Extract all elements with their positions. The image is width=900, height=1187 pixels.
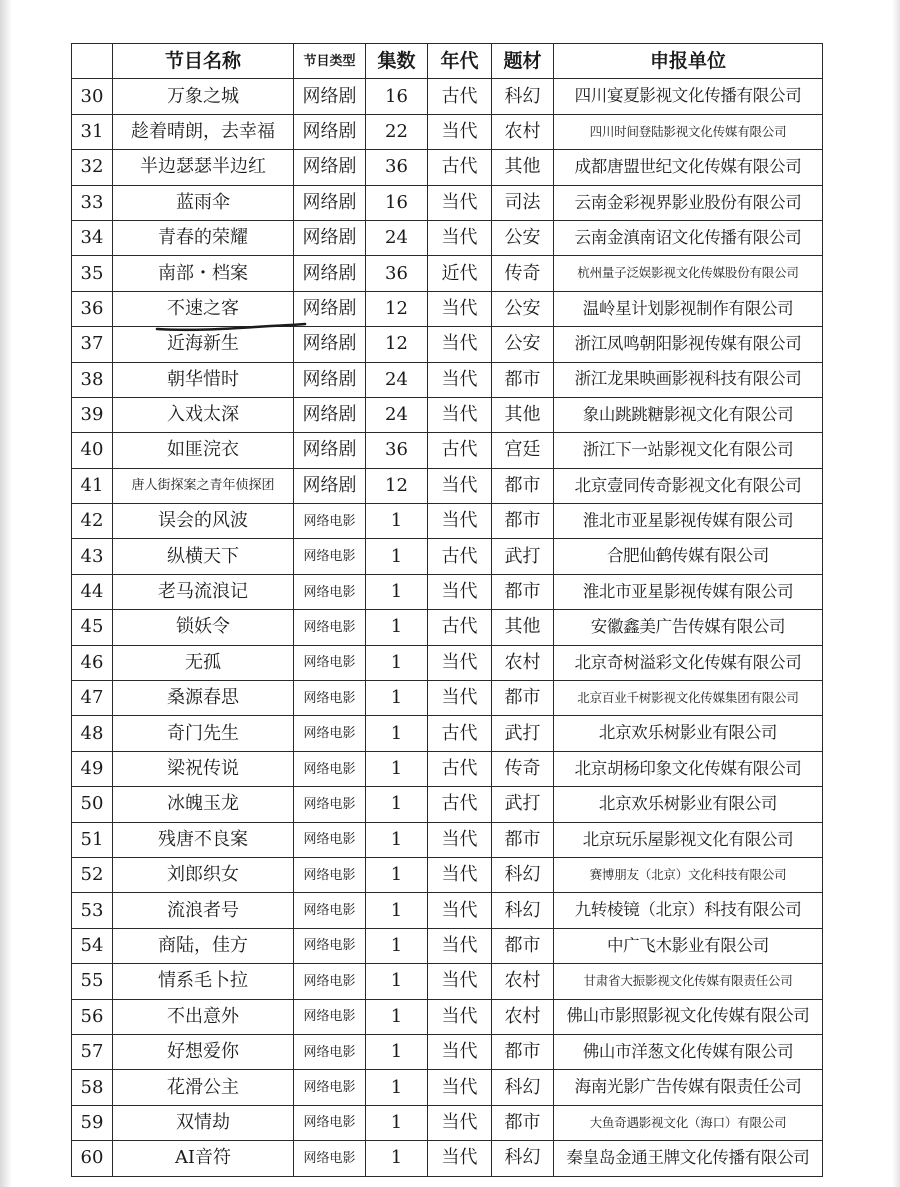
cell-theme: 传奇 — [492, 256, 554, 291]
cell-era: 当代 — [428, 1070, 492, 1105]
cell-company: 象山跳跳糖影视文化有限公司 — [554, 397, 823, 432]
cell-company: 北京壹同传奇影视文化有限公司 — [554, 468, 823, 503]
cell-type: 网络电影 — [294, 893, 366, 928]
cell-episodes: 12 — [366, 468, 428, 503]
cell-company: 四川时间登陆影视文化传媒有限公司 — [554, 114, 823, 149]
table-row — [72, 610, 823, 645]
cell-episodes: 1 — [366, 574, 428, 609]
table-row — [72, 822, 823, 857]
cell-theme: 其他 — [492, 610, 554, 645]
cell-theme: 农村 — [492, 114, 554, 149]
cell-no: 46 — [72, 645, 113, 680]
cell-no: 55 — [72, 964, 113, 999]
cell-company: 北京胡杨印象文化传媒有限公司 — [554, 751, 823, 786]
cell-era: 当代 — [428, 574, 492, 609]
cell-episodes: 1 — [366, 1105, 428, 1140]
cell-episodes: 1 — [366, 1070, 428, 1105]
cell-type: 网络电影 — [294, 539, 366, 574]
cell-company: 北京欢乐树影业有限公司 — [554, 716, 823, 751]
cell-type: 网络电影 — [294, 716, 366, 751]
cell-era: 古代 — [428, 751, 492, 786]
cell-episodes: 36 — [366, 150, 428, 185]
cell-no: 54 — [72, 928, 113, 963]
cell-company: 秦皇岛金通王牌文化传播有限公司 — [554, 1141, 823, 1176]
cell-era: 当代 — [428, 681, 492, 716]
cell-type: 网络剧 — [294, 150, 366, 185]
table-row — [72, 857, 823, 892]
cell-no: 59 — [72, 1105, 113, 1140]
header-type: 节目类型 — [294, 44, 366, 79]
cell-company: 四川宴夏影视文化传播有限公司 — [554, 79, 823, 114]
cell-theme: 都市 — [492, 928, 554, 963]
cell-theme: 农村 — [492, 645, 554, 680]
cell-company: 大鱼奇遇影视文化（海口）有限公司 — [554, 1105, 823, 1140]
cell-type: 网络电影 — [294, 610, 366, 645]
cell-theme: 科幻 — [492, 1141, 554, 1176]
cell-theme: 都市 — [492, 362, 554, 397]
cell-title: 入戏太深 — [113, 397, 294, 432]
cell-no: 41 — [72, 468, 113, 503]
cell-no: 49 — [72, 751, 113, 786]
cell-era: 当代 — [428, 114, 492, 149]
cell-title: 好想爱你 — [113, 1034, 294, 1069]
cell-era: 当代 — [428, 893, 492, 928]
cell-title: 桑源春思 — [113, 681, 294, 716]
cell-type: 网络电影 — [294, 1034, 366, 1069]
cell-no: 44 — [72, 574, 113, 609]
cell-theme: 其他 — [492, 150, 554, 185]
cell-episodes: 1 — [366, 539, 428, 574]
cell-type: 网络剧 — [294, 79, 366, 114]
cell-company: 浙江下一站影视文化有限公司 — [554, 433, 823, 468]
cell-type: 网络电影 — [294, 964, 366, 999]
cell-era: 当代 — [428, 291, 492, 326]
cell-no: 45 — [72, 610, 113, 645]
cell-type: 网络电影 — [294, 504, 366, 539]
table-row — [72, 1105, 823, 1140]
cell-title: 情系毛卜拉 — [113, 964, 294, 999]
cell-no: 32 — [72, 150, 113, 185]
cell-company: 北京奇树溢彩文化传媒有限公司 — [554, 645, 823, 680]
cell-era: 古代 — [428, 79, 492, 114]
table-row — [72, 928, 823, 963]
cell-title: 半边瑟瑟半边红 — [113, 150, 294, 185]
cell-episodes: 22 — [366, 114, 428, 149]
cell-episodes: 1 — [366, 857, 428, 892]
cell-title: 青春的荣耀 — [113, 220, 294, 255]
cell-era: 当代 — [428, 964, 492, 999]
cell-era: 当代 — [428, 999, 492, 1034]
cell-type: 网络剧 — [294, 291, 366, 326]
cell-company: 赛博朋友（北京）文化科技有限公司 — [554, 857, 823, 892]
table-row — [72, 999, 823, 1034]
cell-theme: 传奇 — [492, 751, 554, 786]
cell-title: 双情劫 — [113, 1105, 294, 1140]
cell-episodes: 1 — [366, 645, 428, 680]
cell-title: 如匪浣衣 — [113, 433, 294, 468]
table-row — [72, 539, 823, 574]
cell-era: 当代 — [428, 645, 492, 680]
cell-title: 花滑公主 — [113, 1070, 294, 1105]
cell-type: 网络剧 — [294, 114, 366, 149]
table-row — [72, 1141, 823, 1176]
cell-no: 48 — [72, 716, 113, 751]
cell-type: 网络剧 — [294, 468, 366, 503]
cell-company: 淮北市亚星影视传媒有限公司 — [554, 504, 823, 539]
cell-era: 古代 — [428, 716, 492, 751]
cell-no: 38 — [72, 362, 113, 397]
cell-era: 当代 — [428, 822, 492, 857]
cell-type: 网络剧 — [294, 327, 366, 362]
cell-type: 网络电影 — [294, 822, 366, 857]
cell-era: 古代 — [428, 539, 492, 574]
cell-theme: 科幻 — [492, 79, 554, 114]
cell-no: 39 — [72, 397, 113, 432]
cell-theme: 都市 — [492, 1034, 554, 1069]
table-row — [72, 150, 823, 185]
cell-title: 南部・档案 — [113, 256, 294, 291]
cell-no: 31 — [72, 114, 113, 149]
cell-episodes: 1 — [366, 928, 428, 963]
cell-episodes: 1 — [366, 787, 428, 822]
cell-company: 成都唐盟世纪文化传媒有限公司 — [554, 150, 823, 185]
cell-type: 网络剧 — [294, 397, 366, 432]
cell-type: 网络电影 — [294, 681, 366, 716]
cell-title: 不出意外 — [113, 999, 294, 1034]
cell-title: 流浪者号 — [113, 893, 294, 928]
cell-title: 梁祝传说 — [113, 751, 294, 786]
cell-title: 不速之客 — [113, 291, 294, 326]
cell-title: 老马流浪记 — [113, 574, 294, 609]
cell-title: 刘郎织女 — [113, 857, 294, 892]
cell-era: 当代 — [428, 1105, 492, 1140]
cell-episodes: 1 — [366, 822, 428, 857]
table-row — [72, 574, 823, 609]
cell-type: 网络电影 — [294, 574, 366, 609]
cell-no: 33 — [72, 185, 113, 220]
cell-era: 近代 — [428, 256, 492, 291]
cell-title: 冰魄玉龙 — [113, 787, 294, 822]
cell-company: 安徽鑫美广告传媒有限公司 — [554, 610, 823, 645]
cell-no: 30 — [72, 79, 113, 114]
cell-type: 网络电影 — [294, 751, 366, 786]
cell-company: 佛山市洋葱文化传媒有限公司 — [554, 1034, 823, 1069]
cell-episodes: 1 — [366, 610, 428, 645]
cell-no: 34 — [72, 220, 113, 255]
cell-no: 58 — [72, 1070, 113, 1105]
cell-company: 合肥仙鹤传媒有限公司 — [554, 539, 823, 574]
cell-episodes: 1 — [366, 716, 428, 751]
cell-type: 网络电影 — [294, 999, 366, 1034]
cell-type: 网络电影 — [294, 645, 366, 680]
cell-title: 万象之城 — [113, 79, 294, 114]
table-row — [72, 751, 823, 786]
cell-type: 网络剧 — [294, 433, 366, 468]
table-header-row — [72, 44, 823, 79]
page-shadow-right — [892, 0, 900, 1187]
table-row — [72, 645, 823, 680]
cell-episodes: 36 — [366, 433, 428, 468]
cell-company: 淮北市亚星影视传媒有限公司 — [554, 574, 823, 609]
cell-title: 趁着晴朗，去幸福 — [113, 114, 294, 149]
cell-era: 当代 — [428, 397, 492, 432]
cell-era: 当代 — [428, 468, 492, 503]
table-row — [72, 681, 823, 716]
cell-no: 52 — [72, 857, 113, 892]
cell-era: 当代 — [428, 220, 492, 255]
cell-episodes: 24 — [366, 220, 428, 255]
cell-no: 56 — [72, 999, 113, 1034]
cell-company: 中广飞木影业有限公司 — [554, 928, 823, 963]
header-title: 节目名称 — [113, 44, 294, 79]
cell-title: 商陆，佳方 — [113, 928, 294, 963]
cell-no: 37 — [72, 327, 113, 362]
cell-theme: 其他 — [492, 397, 554, 432]
cell-theme: 司法 — [492, 185, 554, 220]
cell-episodes: 1 — [366, 999, 428, 1034]
cell-episodes: 1 — [366, 893, 428, 928]
cell-theme: 科幻 — [492, 1070, 554, 1105]
cell-theme: 都市 — [492, 822, 554, 857]
cell-theme: 都市 — [492, 504, 554, 539]
cell-era: 当代 — [428, 327, 492, 362]
cell-theme: 科幻 — [492, 893, 554, 928]
cell-no: 50 — [72, 787, 113, 822]
cell-company: 浙江凤鸣朝阳影视传媒有限公司 — [554, 327, 823, 362]
cell-company: 浙江龙果映画影视科技有限公司 — [554, 362, 823, 397]
cell-title: AI音符 — [113, 1141, 294, 1176]
cell-episodes: 1 — [366, 681, 428, 716]
cell-theme: 公安 — [492, 291, 554, 326]
cell-title: 无孤 — [113, 645, 294, 680]
cell-episodes: 1 — [366, 504, 428, 539]
table-row — [72, 79, 823, 114]
cell-company: 云南金彩视界影业股份有限公司 — [554, 185, 823, 220]
cell-type: 网络剧 — [294, 362, 366, 397]
cell-title: 近海新生 — [113, 327, 294, 362]
cell-theme: 都市 — [492, 574, 554, 609]
cell-episodes: 16 — [366, 79, 428, 114]
cell-episodes: 1 — [366, 964, 428, 999]
cell-company: 九转棱镜（北京）科技有限公司 — [554, 893, 823, 928]
header-episodes: 集数 — [366, 44, 428, 79]
cell-type: 网络电影 — [294, 787, 366, 822]
cell-company: 海南光影广告传媒有限责任公司 — [554, 1070, 823, 1105]
cell-title: 蓝雨伞 — [113, 185, 294, 220]
cell-era: 古代 — [428, 787, 492, 822]
cell-no: 51 — [72, 822, 113, 857]
cell-type: 网络电影 — [294, 1105, 366, 1140]
table-row — [72, 327, 823, 362]
cell-theme: 武打 — [492, 716, 554, 751]
cell-episodes: 24 — [366, 362, 428, 397]
cell-era: 当代 — [428, 362, 492, 397]
table-row — [72, 893, 823, 928]
cell-no: 42 — [72, 504, 113, 539]
cell-no: 40 — [72, 433, 113, 468]
cell-type: 网络电影 — [294, 857, 366, 892]
cell-type: 网络剧 — [294, 220, 366, 255]
cell-no: 35 — [72, 256, 113, 291]
cell-type: 网络电影 — [294, 1070, 366, 1105]
cell-title: 朝华惜时 — [113, 362, 294, 397]
header-era: 年代 — [428, 44, 492, 79]
table-row — [72, 397, 823, 432]
cell-episodes: 16 — [366, 185, 428, 220]
cell-no: 36 — [72, 291, 113, 326]
cell-episodes: 1 — [366, 1141, 428, 1176]
cell-title: 残唐不良案 — [113, 822, 294, 857]
cell-no: 53 — [72, 893, 113, 928]
cell-theme: 公安 — [492, 220, 554, 255]
cell-type: 网络剧 — [294, 185, 366, 220]
cell-company: 温岭星计划影视制作有限公司 — [554, 291, 823, 326]
header-theme: 题材 — [492, 44, 554, 79]
cell-era: 当代 — [428, 1141, 492, 1176]
cell-company: 北京百业千树影视文化传媒集团有限公司 — [554, 681, 823, 716]
cell-theme: 农村 — [492, 964, 554, 999]
program-table — [71, 43, 823, 1177]
cell-era: 当代 — [428, 857, 492, 892]
cell-title: 奇门先生 — [113, 716, 294, 751]
table-row — [72, 291, 823, 326]
cell-no: 43 — [72, 539, 113, 574]
cell-episodes: 36 — [366, 256, 428, 291]
cell-era: 古代 — [428, 150, 492, 185]
cell-episodes: 12 — [366, 291, 428, 326]
cell-era: 当代 — [428, 504, 492, 539]
table-row — [72, 114, 823, 149]
table-row — [72, 1034, 823, 1069]
cell-theme: 都市 — [492, 1105, 554, 1140]
table-row — [72, 716, 823, 751]
cell-episodes: 1 — [366, 751, 428, 786]
cell-theme: 农村 — [492, 999, 554, 1034]
cell-title: 唐人街探案之青年侦探团 — [113, 468, 294, 503]
table-row — [72, 362, 823, 397]
cell-type: 网络电影 — [294, 928, 366, 963]
cell-type: 网络剧 — [294, 256, 366, 291]
cell-episodes: 1 — [366, 1034, 428, 1069]
cell-company: 甘肃省大振影视文化传媒有限责任公司 — [554, 964, 823, 999]
cell-era: 古代 — [428, 610, 492, 645]
table-row — [72, 433, 823, 468]
cell-type: 网络电影 — [294, 1141, 366, 1176]
cell-company: 北京欢乐树影业有限公司 — [554, 787, 823, 822]
cell-theme: 科幻 — [492, 857, 554, 892]
cell-theme: 都市 — [492, 681, 554, 716]
table-row — [72, 787, 823, 822]
table-row — [72, 504, 823, 539]
cell-era: 古代 — [428, 433, 492, 468]
cell-company: 佛山市影照影视文化传媒有限公司 — [554, 999, 823, 1034]
cell-company: 云南金滇南诏文化传播有限公司 — [554, 220, 823, 255]
cell-company: 杭州量子泛娱影视文化传媒股份有限公司 — [554, 256, 823, 291]
cell-title: 误会的风波 — [113, 504, 294, 539]
table-row — [72, 468, 823, 503]
table-row — [72, 185, 823, 220]
cell-title: 纵横天下 — [113, 539, 294, 574]
cell-no: 47 — [72, 681, 113, 716]
cell-episodes: 24 — [366, 397, 428, 432]
header-company: 申报单位 — [554, 44, 823, 79]
cell-theme: 宫廷 — [492, 433, 554, 468]
cell-theme: 武打 — [492, 539, 554, 574]
cell-theme: 都市 — [492, 468, 554, 503]
cell-theme: 武打 — [492, 787, 554, 822]
cell-no: 60 — [72, 1141, 113, 1176]
cell-episodes: 12 — [366, 327, 428, 362]
cell-theme: 公安 — [492, 327, 554, 362]
cell-era: 当代 — [428, 185, 492, 220]
table-row — [72, 256, 823, 291]
cell-era: 当代 — [428, 928, 492, 963]
page-shadow-left — [0, 0, 12, 1187]
table-row — [72, 220, 823, 255]
table-row — [72, 964, 823, 999]
cell-company: 北京玩乐屋影视文化有限公司 — [554, 822, 823, 857]
header-no — [72, 44, 113, 79]
cell-no: 57 — [72, 1034, 113, 1069]
cell-era: 当代 — [428, 1034, 492, 1069]
cell-title: 锁妖令 — [113, 610, 294, 645]
table-row — [72, 1070, 823, 1105]
